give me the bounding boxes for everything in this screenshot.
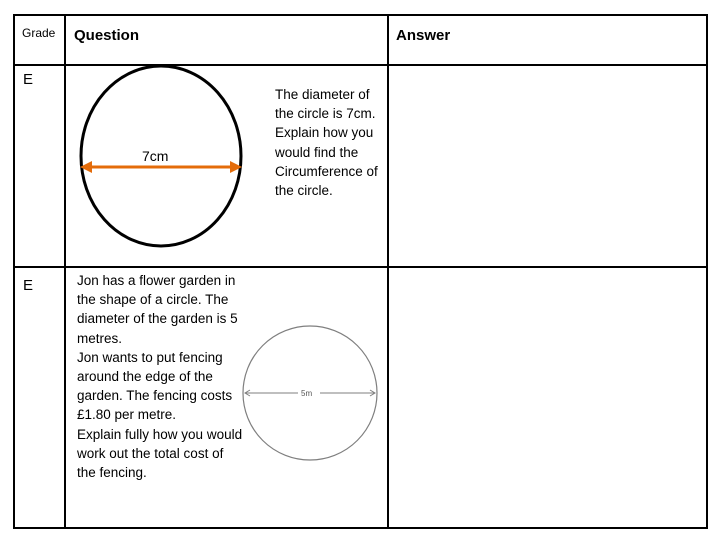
header-question: Question — [74, 27, 140, 44]
question-paragraph: Explain fully how you would work out the total cost of the fencing. — [77, 426, 243, 481]
header-answer: Answer — [396, 27, 451, 44]
table-border-right — [706, 14, 708, 529]
question-paragraph: Jon has a flower garden in the shape of a circle. The diameter of the garden is 5 metres. — [77, 273, 238, 346]
garden-diameter-label: 5m — [301, 389, 313, 398]
row1-question-text: The diameter of the circle is 7cm. Explain how you would find the Circumference of the circle. — [275, 87, 378, 199]
circle-diagram-5m — [238, 320, 384, 466]
row2-grade: E — [23, 277, 34, 294]
table-border-left — [13, 14, 15, 529]
row2-question-text — [77, 271, 243, 482]
header-grade: Grade — [22, 26, 56, 40]
table-border-top — [13, 14, 708, 16]
row1-grade: E — [23, 71, 34, 88]
question-paragraph: Jon wants to put fencing around the edge of the garden. The fencing costs £1.80 per metre. — [77, 349, 233, 423]
answer-column-divider — [387, 14, 389, 529]
table-border-bottom — [13, 527, 708, 529]
row-divider — [13, 266, 708, 268]
grade-column-divider — [64, 14, 66, 529]
circle-diagram-7cm — [70, 66, 250, 256]
diameter-label: 7cm — [142, 148, 169, 164]
